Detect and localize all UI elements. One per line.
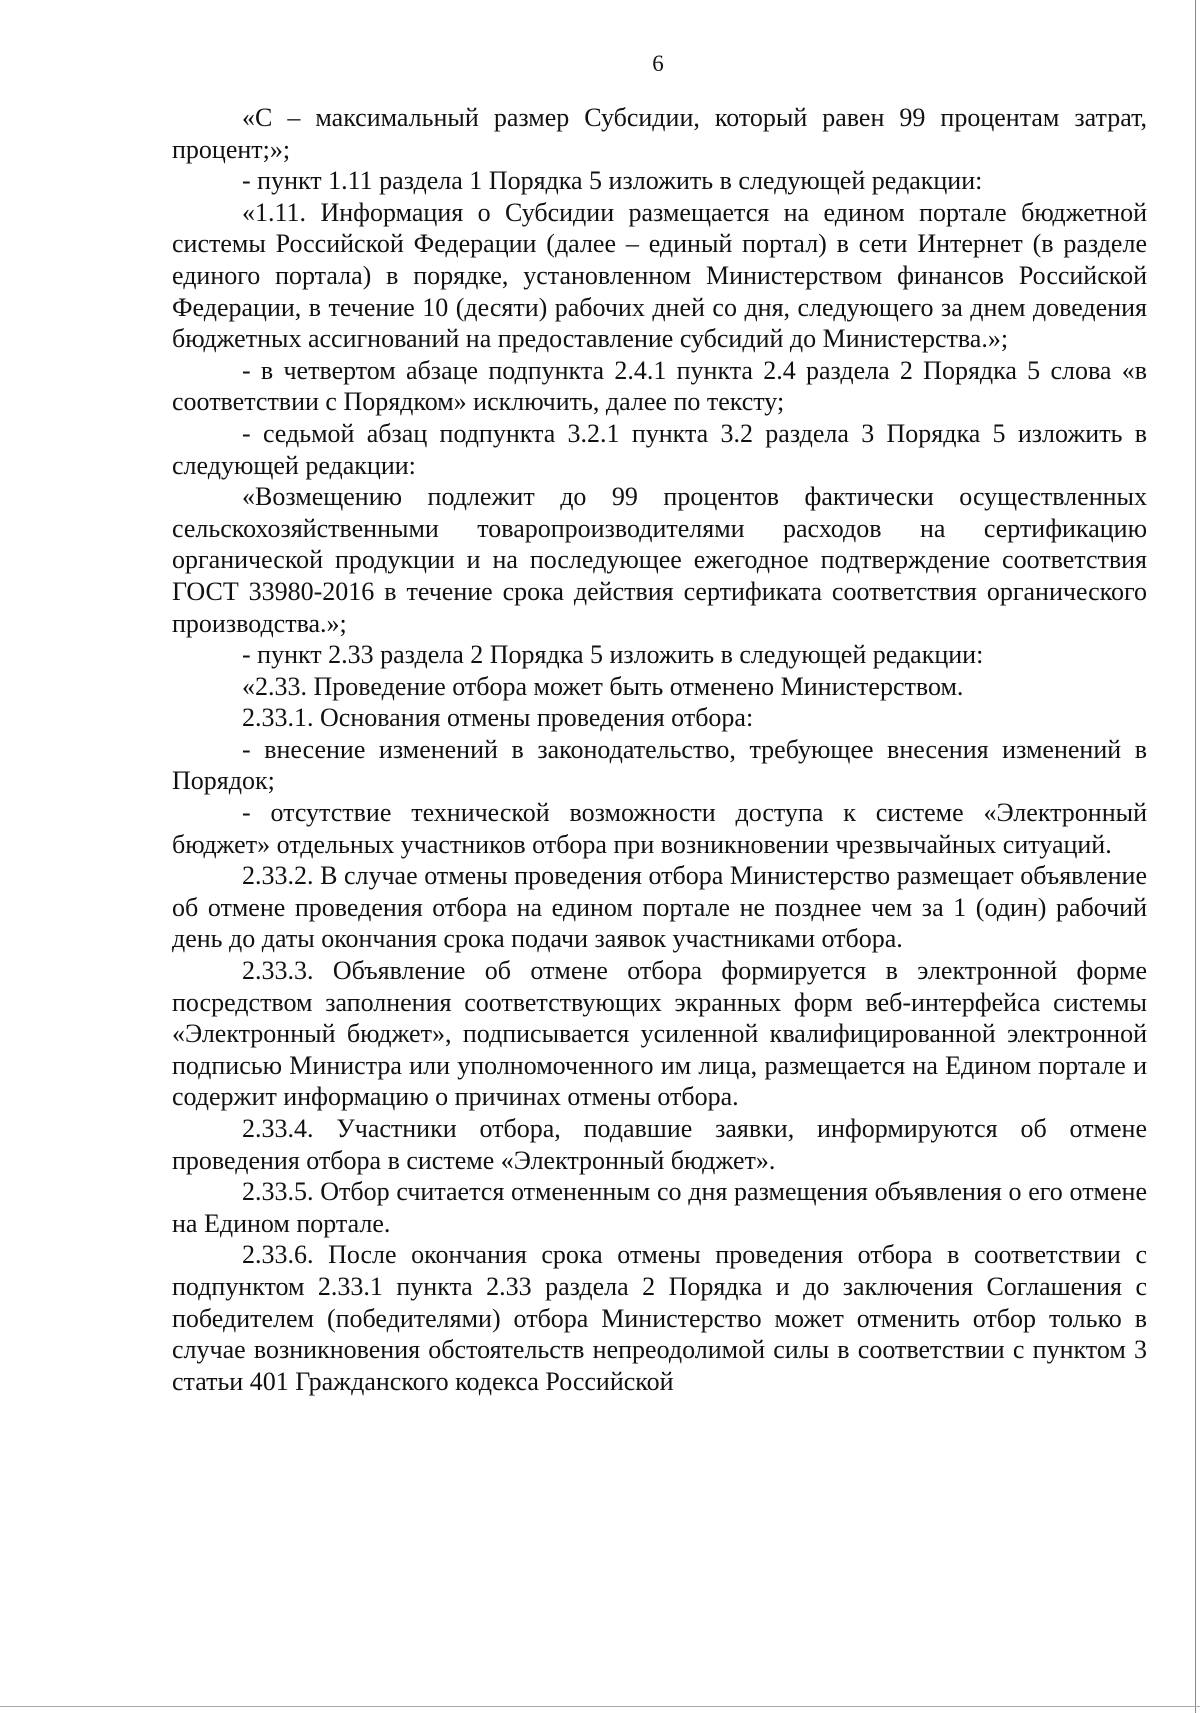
paragraph: «Возмещению подлежит до 99 процентов фактически осуществленных сельскохозяйственными товаропроизводителями расходов на сертификацию органической продукции и на последующее ежегодное подтверждение соответствия ГОСТ 33980-2016 в течение срока действия сертификата соответствия органического производства.»; <box>172 482 1147 638</box>
paragraph: 2.33.4. Участники отбора, подавшие заявки, информируются об отмене проведения отбора в системе «Электронный бюджет». <box>172 1114 1147 1175</box>
paragraph: - в четвертом абзаце подпункта 2.4.1 пункта 2.4 раздела 2 Порядка 5 слова «в соответствии с Порядком» исключить, далее по тексту; <box>172 355 1147 417</box>
paragraph: «С – максимальный размер Субсидии, который равен 99 процентам затрат, процент;»; <box>172 103 1147 164</box>
paragraph: «2.33. Проведение отбора может быть отменено Министерством. <box>242 671 964 701</box>
document-body <box>172 102 1147 1397</box>
paragraph: - отсутствие технической возможности доступа к системе «Электронный бюджет» отдельных участников отбора при возникновении чрезвычайных ситуаций. <box>172 798 1147 859</box>
paragraph: - внесение изменений в законодательство, требующее внесения изменений в Порядок; <box>172 734 1147 796</box>
paragraph: - пункт 2.33 раздела 2 Порядка 5 изложить в следующей редакции: <box>242 640 984 670</box>
page-number: 6 <box>652 51 664 76</box>
paragraph: 2.33.6. После окончания срока отмены проведения отбора в соответствии с подпунктом 2.33.1 пункта 2.33 раздела 2 Порядка и до заключения Соглашения с победителем (победителями) отбора Министерство может отменить отбор только в случае возникновения обстоятельств непреодолимой силы в соответствии с пунктом 3 статьи 401 Гражданского кодекса Российской <box>172 1240 1147 1396</box>
paragraph: «1.11. Информация о Субсидии размещается на едином портале бюджетной системы Российской Федерации (далее – единый портал) в сети Интернет (в разделе единого портала) в порядке, установленном Министерством финансов Российской Федерации, в течение 10 (десяти) рабочих дней со дня, следующего за днем доведения бюджетных ассигнований на предоставление субсидий до Министерства.»; <box>172 197 1147 354</box>
paragraph: - седьмой абзац подпункта 3.2.1 пункта 3.2 раздела 3 Порядка 5 изложить в следующей редакции: <box>172 418 1147 480</box>
paragraph: 2.33.2. В случае отмены проведения отбора Министерство размещает объявление об отмене проведения отбора на едином портале не позднее чем за 1 (один) рабочий день до даты окончания срока подачи заявок участниками отбора. <box>172 861 1147 954</box>
scan-edge-line <box>1195 0 1196 1713</box>
paragraph: 2.33.3. Объявление об отмене отбора формируется в электронной форме посредством заполнения соответствующих экранных форм веб-интерфейса системы «Электронный бюджет», подписывается усиленной квалифицированной электронной подписью Министра или уполномоченного им лица, размещается на Едином портале и содержит информацию о причинах отмены отбора. <box>172 956 1147 1112</box>
paragraph: 2.33.1. Основания отмены проведения отбора: <box>242 703 754 733</box>
scan-edge-line <box>0 1706 1200 1707</box>
paragraph: 2.33.5. Отбор считается отмененным со дня размещения объявления о его отмене на Едином портале. <box>172 1177 1147 1238</box>
paragraph: - пункт 1.11 раздела 1 Порядка 5 изложить в следующей редакции: <box>242 166 983 196</box>
